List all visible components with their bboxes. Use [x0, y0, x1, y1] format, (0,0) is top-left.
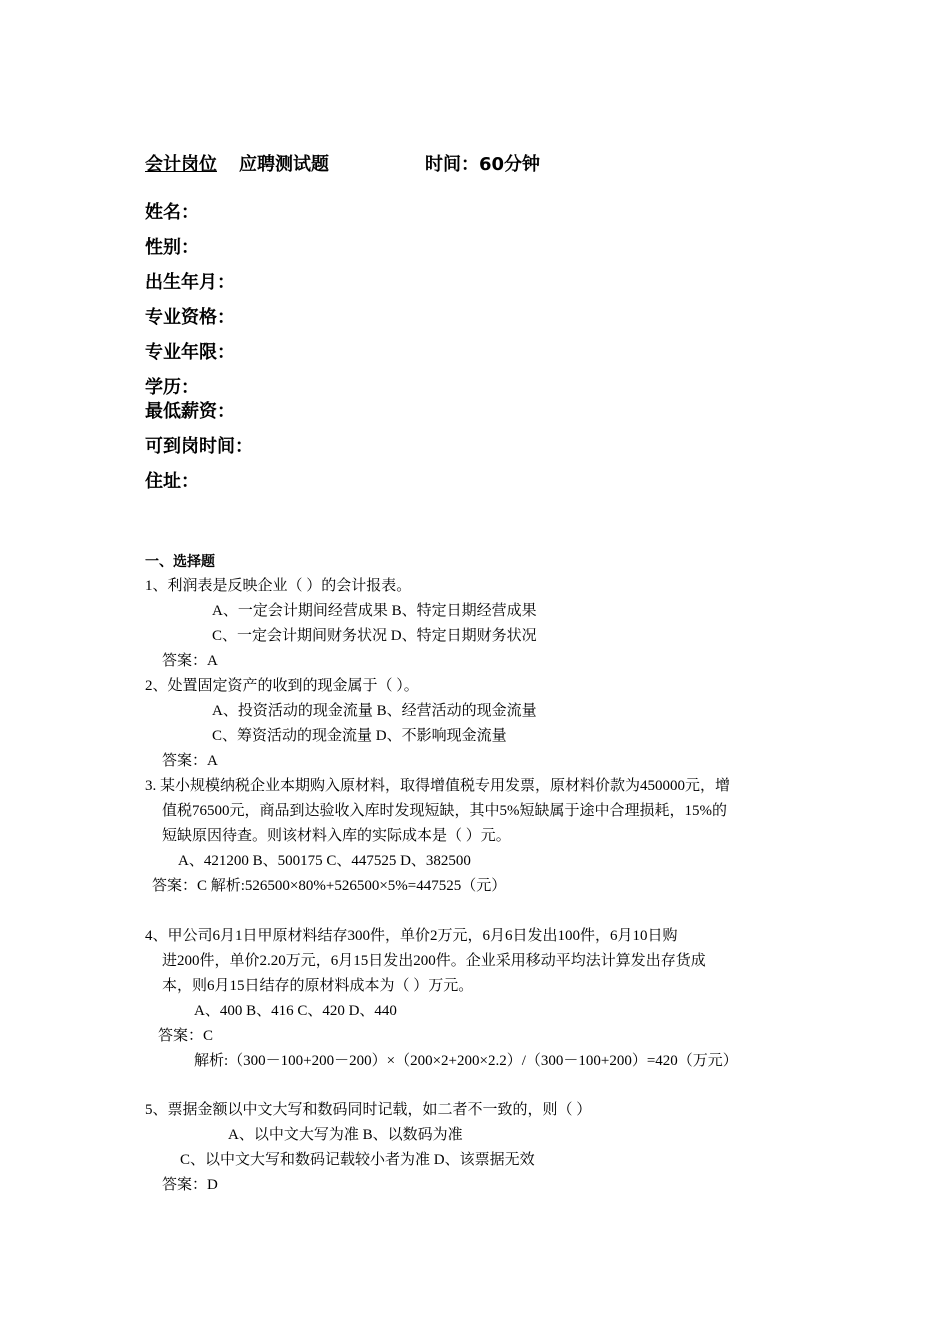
q5-options-2: C、以中文大写和数码记载较小者为准 D、该票据无效	[180, 1152, 535, 1168]
q5-answer: 答案：D	[162, 1177, 218, 1193]
field-years: 专业年限：	[145, 342, 235, 363]
q3-line-2: 值税76500元，商品到达验收入库时发现短缺，其中5%短缺属于途中合理损耗，15%的	[162, 803, 727, 819]
q4-analysis: 解析:（300－100+200－200）×（200×2+200×2.2）/（300－100+200）=420（万元）	[194, 1053, 738, 1069]
q5-options-1: A、以中文大写为准 B、以数码为准	[228, 1127, 463, 1143]
q3-answer: 答案：C 解析:526500×80%+526500×5%=447525（元）	[152, 878, 507, 894]
field-available-date: 可到岗时间：	[145, 436, 253, 457]
field-gender: 性别：	[145, 237, 199, 258]
q2-stem: 2、处置固定资产的收到的现金属于（ ）。	[145, 678, 419, 694]
q4-line-2: 进200件，单价2.20万元，6月15日发出200件。企业采用移动平均法计算发出存货成	[162, 953, 706, 969]
field-education: 学历：	[145, 377, 199, 398]
q4-line-1: 4、甲公司6月1日甲原材料结存300件，单价2万元，6月6日发出100件，6月10日购	[145, 928, 678, 944]
q3-line-1: 3. 某小规模纳税企业本期购入原材料，取得增值税专用发票，原材料价款为450000元，增	[145, 778, 731, 794]
field-name: 姓名：	[145, 202, 199, 223]
q1-stem: 1、利润表是反映企业（ ）的会计报表。	[145, 578, 412, 594]
q2-options-2: C、筹资活动的现金流量 D、不影响现金流量	[212, 728, 507, 744]
q1-options-1: A、一定会计期间经营成果 B、特定日期经营成果	[212, 603, 537, 619]
field-address: 住址：	[145, 471, 199, 492]
q2-answer: 答案：A	[162, 753, 218, 769]
q4-options: A、400 B、416 C、420 D、440	[194, 1003, 397, 1019]
document-title	[145, 150, 540, 176]
test-name: 应聘测试题	[239, 154, 329, 175]
field-min-salary: 最低薪资：	[145, 401, 235, 422]
q3-line-3: 短缺原因待查。则该材料入库的实际成本是（ ）元。	[162, 828, 511, 844]
section-heading: 一、选择题	[145, 554, 215, 570]
field-birth: 出生年月：	[145, 272, 235, 293]
field-qualification: 专业资格：	[145, 307, 235, 328]
q1-options-2: C、一定会计期间财务状况 D、特定日期财务状况	[212, 628, 537, 644]
q4-line-3: 本，则6月15日结存的原材料成本为（ ）万元。	[162, 978, 474, 994]
position-title: 会计岗位	[145, 154, 217, 175]
q1-answer: 答案：A	[162, 653, 218, 669]
q4-answer: 答案：C	[158, 1028, 214, 1044]
q5-stem: 5、票据金额以中文大写和数码同时记载，如二者不一致的，则（ ）	[145, 1102, 592, 1118]
q2-options-1: A、投资活动的现金流量 B、经营活动的现金流量	[212, 703, 537, 719]
time-limit: 时间：60分钟	[425, 154, 541, 175]
q3-options: A、421200 B、500175 C、447525 D、382500	[178, 853, 471, 869]
